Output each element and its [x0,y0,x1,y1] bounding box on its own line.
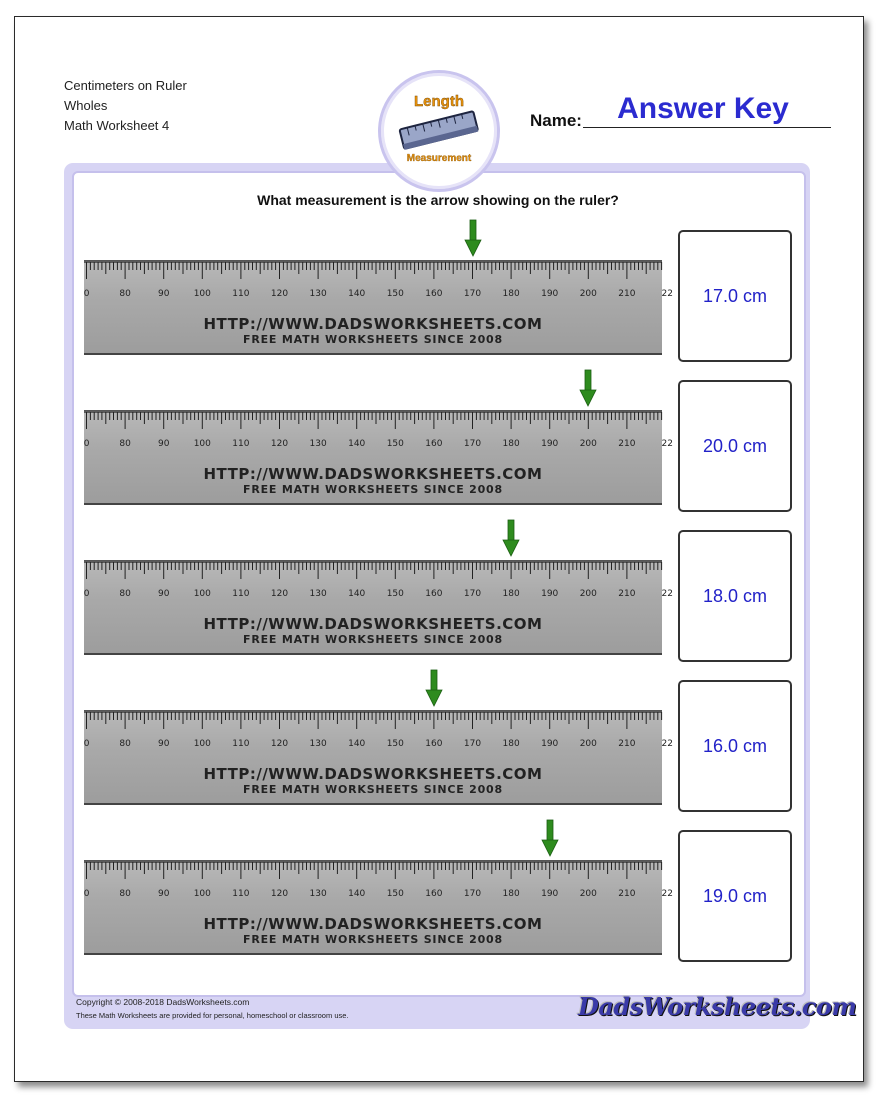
tick-label: 120 [270,739,289,749]
problem-row [0,368,880,518]
tick-label: 130 [309,289,327,299]
tick-label: 160 [425,889,443,899]
tick-label: 130 [309,739,327,749]
tick-label: 110 [232,439,250,449]
tick-label: 80 [119,589,131,599]
tick-label: 190 [541,589,559,599]
tick-label: 90 [157,289,170,299]
ruler-tagline: FREE MATH WORKSHEETS SINCE 2008 [243,333,503,346]
tick-label: 190 [541,889,559,899]
tick-label: 180 [502,289,520,299]
answer-key-title: Answer Key [617,92,789,125]
down-arrow-icon [426,668,442,706]
tick-label: 160 [425,739,443,749]
ruler-scale [83,261,673,311]
worksheet-title: Centimeters on Ruler [64,78,187,93]
tick-label: 100 [193,589,211,599]
tick-label: 190 [541,739,559,749]
tick-label: 170 [463,889,482,899]
ruler-tagline: FREE MATH WORKSHEETS SINCE 2008 [243,633,503,646]
tick-label: 22 [661,889,673,899]
tick-label: 160 [425,589,443,599]
ruler [83,860,673,955]
name-field-line[interactable] [583,127,831,128]
tick-label: 100 [193,289,211,299]
ruler [83,560,673,655]
tick-label: 200 [579,889,597,899]
tick-label: 120 [270,889,289,899]
problem-row [0,818,880,968]
tick-label: 140 [348,739,366,749]
tick-label: 180 [502,589,520,599]
tick-label: 200 [579,589,597,599]
tick-label: 210 [618,739,636,749]
tick-label: 210 [618,889,636,899]
answer-box[interactable] [678,530,792,662]
tick-label: 200 [579,439,597,449]
tick-label: 130 [309,889,327,899]
tick-label: 100 [193,739,211,749]
tick-label: 0 [83,889,90,899]
tick-label: 170 [463,739,482,749]
answer-text: 17.0 cm [702,285,768,306]
tick-label: 200 [579,739,597,749]
tick-label: 170 [463,439,482,449]
tick-label: 110 [232,589,250,599]
answer-box[interactable] [678,830,792,962]
tick-label: 150 [386,589,404,599]
ruler-scale [83,711,673,761]
tick-label: 90 [157,439,170,449]
tick-label: 0 [83,739,90,749]
tick-label: 150 [386,289,404,299]
ruler-url-text: HTTP://WWW.DADSWORKSHEETS.COM [203,765,543,783]
tick-label: 100 [193,889,211,899]
tick-label: 120 [270,589,289,599]
tick-label: 180 [502,439,520,449]
tick-label: 0 [83,289,90,299]
question-text: What measurement is the arrow showing on the ruler? [257,192,619,208]
tick-label: 150 [386,889,404,899]
logo-top-text: Length [414,93,464,110]
tick-label: 0 [83,589,90,599]
tick-label: 210 [618,439,636,449]
ruler-url-text: HTTP://WWW.DADSWORKSHEETS.COM [203,465,543,483]
tick-label: 90 [157,889,170,899]
ruler [83,410,673,505]
ruler-tagline: FREE MATH WORKSHEETS SINCE 2008 [243,483,503,496]
tick-label: 22 [661,439,673,449]
ruler-tagline: FREE MATH WORKSHEETS SINCE 2008 [243,783,503,796]
ruler [83,260,673,355]
down-arrow-icon [542,818,558,856]
tick-label: 80 [119,289,131,299]
tick-label: 190 [541,289,559,299]
worksheet-subtitle: Wholes [64,98,108,113]
tick-label: 90 [157,739,170,749]
tick-label: 110 [232,889,250,899]
tick-label: 150 [386,439,404,449]
tick-label: 80 [119,889,131,899]
problem-row [0,218,880,368]
length-measurement-logo [378,70,500,192]
tick-label: 160 [425,439,443,449]
dadsworksheets-logo: DadsWorksheets.com [578,992,857,1021]
answer-box[interactable] [678,680,792,812]
answer-text: 19.0 cm [702,885,768,906]
tick-label: 110 [232,289,250,299]
tick-label: 140 [348,439,366,449]
ruler-icon [381,73,497,189]
tick-label: 22 [661,589,673,599]
answer-text: 16.0 cm [702,735,768,756]
tick-label: 140 [348,889,366,899]
tick-label: 170 [463,289,482,299]
ruler-url-text: HTTP://WWW.DADSWORKSHEETS.COM [203,615,543,633]
tick-label: 140 [348,289,366,299]
tick-label: 100 [193,439,211,449]
ruler-tagline: FREE MATH WORKSHEETS SINCE 2008 [243,933,503,946]
tick-label: 110 [232,739,250,749]
footer-copyright: Copyright © 2008-2018 DadsWorksheets.com [76,997,250,1007]
tick-label: 170 [463,589,482,599]
logo-bottom-text: Measurement [406,153,472,164]
tick-label: 80 [119,439,131,449]
answer-text: 18.0 cm [702,585,768,606]
problem-row [0,668,880,818]
answer-box[interactable] [678,230,792,362]
tick-label: 180 [502,739,520,749]
tick-label: 120 [270,289,289,299]
tick-label: 190 [541,439,559,449]
tick-label: 210 [618,589,636,599]
ruler [83,710,673,805]
name-label: Name: [530,111,582,130]
worksheet-number: Math Worksheet 4 [64,118,170,133]
tick-label: 150 [386,739,404,749]
answer-text: 20.0 cm [702,435,768,456]
tick-label: 130 [309,589,327,599]
down-arrow-icon [580,368,596,406]
tick-label: 80 [119,739,131,749]
down-arrow-icon [503,518,519,556]
tick-label: 140 [348,589,366,599]
problem-row [0,518,880,668]
tick-label: 22 [661,739,673,749]
ruler-url-text: HTTP://WWW.DADSWORKSHEETS.COM [203,315,543,333]
ruler-scale [83,561,673,611]
tick-label: 210 [618,289,636,299]
tick-label: 120 [270,439,289,449]
tick-label: 160 [425,289,443,299]
tick-label: 200 [579,289,597,299]
down-arrow-icon [465,218,481,256]
tick-label: 130 [309,439,327,449]
tick-label: 180 [502,889,520,899]
tick-label: 90 [157,589,170,599]
ruler-scale [83,861,673,911]
tick-label: 22 [661,289,673,299]
ruler-scale [83,411,673,461]
footer-note: These Math Worksheets are provided for personal, homeschool or classroom use. [76,1011,349,1020]
answer-box[interactable] [678,380,792,512]
tick-label: 0 [83,439,90,449]
ruler-url-text: HTTP://WWW.DADSWORKSHEETS.COM [203,915,543,933]
